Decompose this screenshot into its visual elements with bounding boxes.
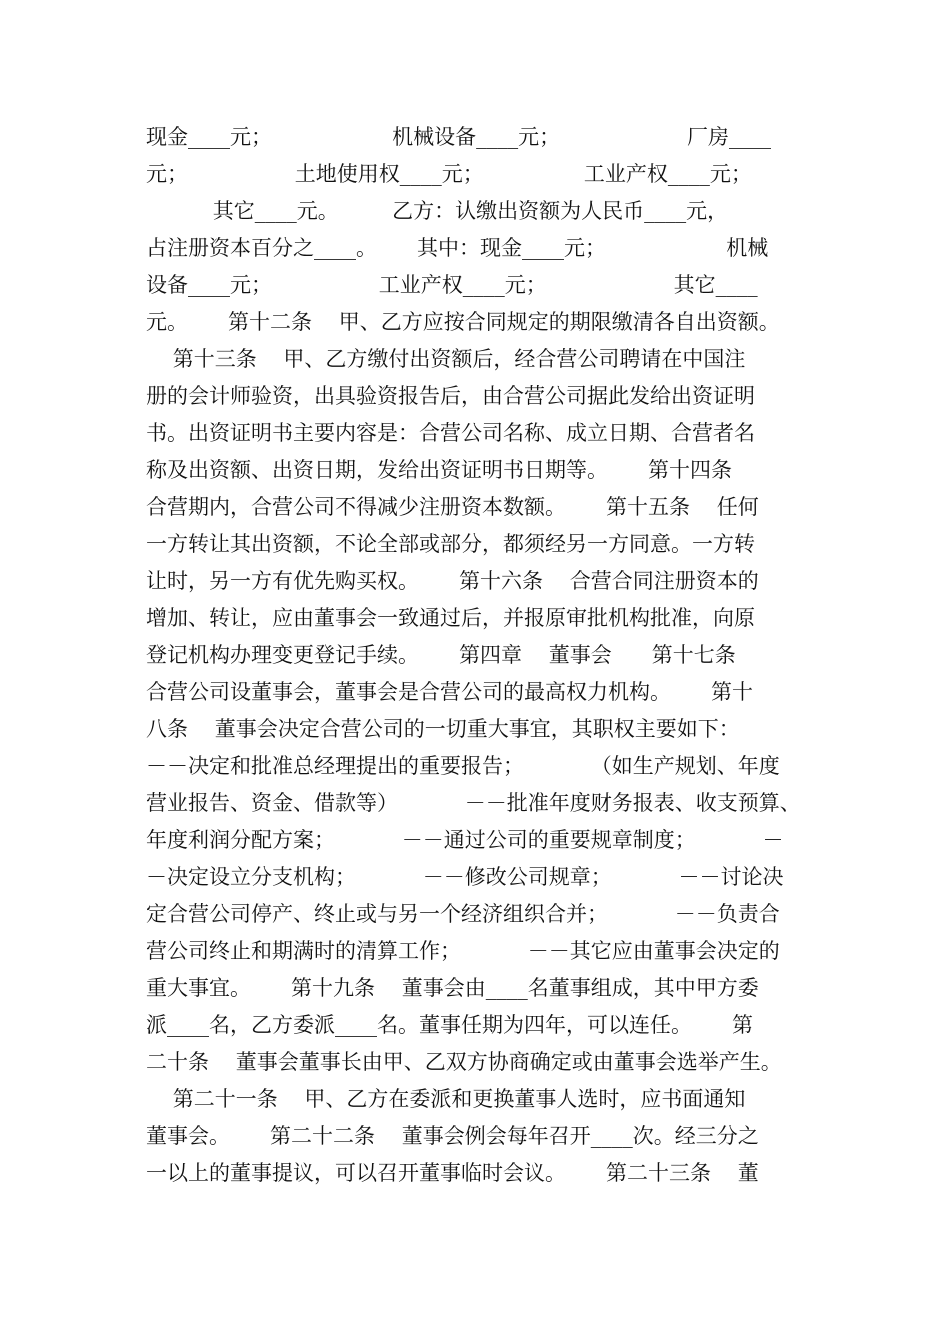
text-line: 营业报告、资金、借款等） －－批准年度财务报表、收支预算、 <box>146 791 801 815</box>
text-line: 一以上的董事提议，可以召开董事临时会议。 第二十三条 董 <box>146 1161 759 1185</box>
text-line: －－决定和批准总经理提出的重要报告； （如生产规划、年度 <box>146 754 780 778</box>
text-line: 元。 第十二条 甲、乙方应按合同规定的期限缴清各自出资额。 <box>146 310 780 334</box>
text-line: 册的会计师验资，出具验资报告后，由合营公司据此发给出资证明 <box>146 384 755 408</box>
text-line: 营公司终止和期满时的清算工作； －－其它应由董事会决定的 <box>146 939 780 963</box>
text-line: 合营期内，合营公司不得减少注册资本数额。 第十五条 任何 <box>146 495 759 519</box>
text-line: 八条 董事会决定合营公司的一切重大事宜，其职权主要如下： <box>146 717 740 741</box>
text-line: 占注册资本百分之____。 其中：现金____元； 机械 <box>146 236 769 260</box>
text-line: 二十条 董事会董事长由甲、乙双方协商确定或由董事会选举产生。 <box>146 1050 782 1074</box>
text-line: 登记机构办理变更登记手续。 第四章 董事会 第十七条 <box>146 643 736 667</box>
text-line: 定合营公司停产、终止或与另一个经济组织合并； －－负责合 <box>146 902 780 926</box>
text-line: 合营公司设董事会，董事会是合营公司的最高权力机构。 第十 <box>146 680 754 704</box>
text-line: 其它____元。 乙方：认缴出资额为人民币____元， <box>146 199 729 223</box>
text-line: 一方转让其出资额，不论全部或部分，都须经另一方同意。一方转 <box>146 532 755 556</box>
text-line: 第十三条 甲、乙方缴付出资额后，经合营公司聘请在中国注 <box>146 347 746 371</box>
text-line: 第二十一条 甲、乙方在委派和更换董事人选时，应书面通知 <box>146 1087 746 1111</box>
text-line: 称及出资额、出资日期，发给出资证明书日期等。 第十四条 <box>146 458 733 482</box>
text-line: 设备____元； 工业产权____元； 其它____ <box>146 273 758 297</box>
text-line: 增加、转让，应由董事会一致通过后，并报原审批机构批准，向原 <box>146 606 755 630</box>
text-line: 让时，另一方有优先购买权。 第十六条 合营合同注册资本的 <box>146 569 759 593</box>
text-line: 重大事宜。 第十九条 董事会由____名董事组成，其中甲方委 <box>146 976 759 1000</box>
text-line: 派____名，乙方委派____名。董事任期为四年，可以连任。 第 <box>146 1013 754 1037</box>
text-line: －决定设立分支机构； －－修改公司规章； －－讨论决 <box>146 865 784 889</box>
text-line: 董事会。 第二十二条 董事会例会每年召开____次。经三分之 <box>146 1124 759 1148</box>
text-line: 现金____元； 机械设备____元； 厂房____ <box>146 125 771 149</box>
text-line: 元； 土地使用权____元； 工业产权____元； <box>146 162 752 186</box>
text-line: 书。出资证明书主要内容是：合营公司名称、成立日期、合营者名 <box>146 421 755 445</box>
text-line: 年度利润分配方案； －－通过公司的重要规章制度； － <box>146 828 784 852</box>
